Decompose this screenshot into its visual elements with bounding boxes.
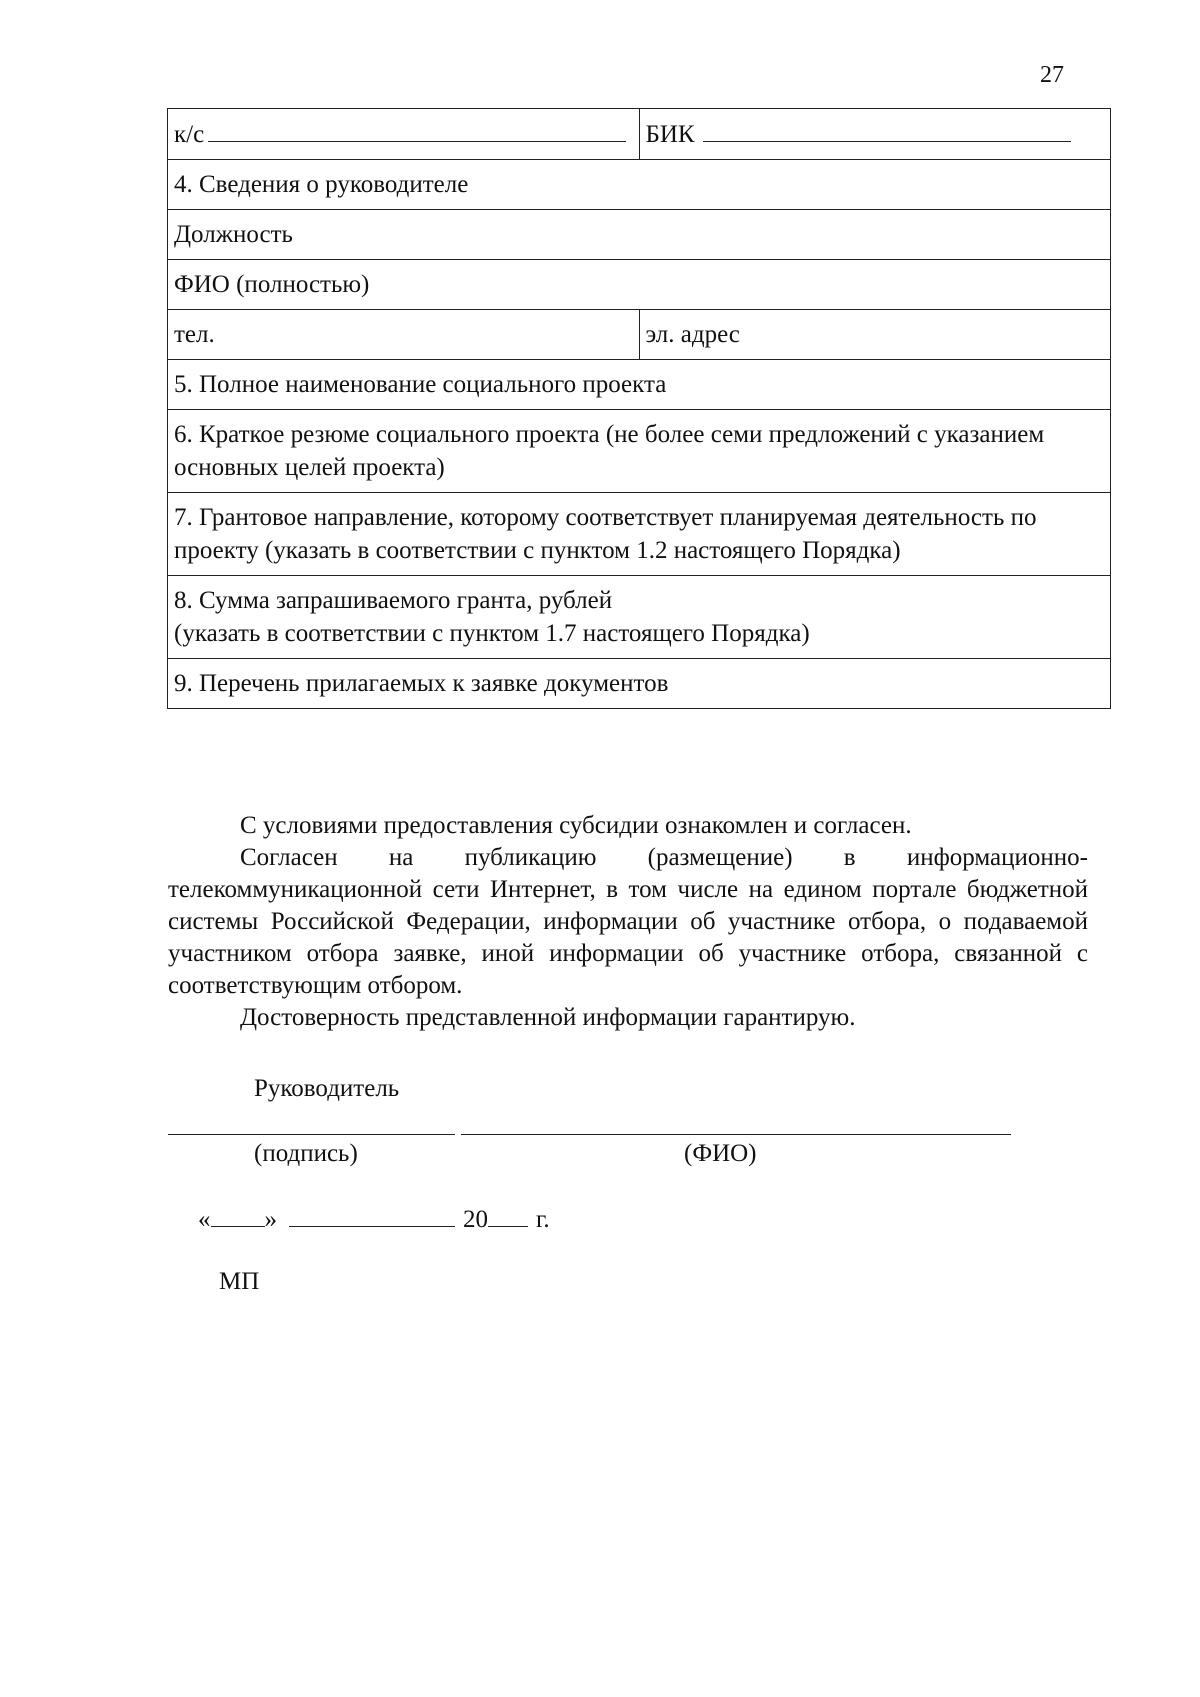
fio-line [461,1134,1011,1135]
signature-caption: (подпись) [254,1140,358,1167]
position-row [168,210,1111,260]
fio-caption: (ФИО) [684,1140,757,1167]
fio-row [168,260,1111,310]
section8-note: (указать в соответствии с пунктом 1.7 настоящего Порядка) [174,620,810,647]
bik-blank [703,117,1071,142]
application-form-table [167,108,1111,709]
fio-full-label: ФИО (полностью) [168,260,1111,310]
year-prefix: 20 [463,1206,488,1233]
section9-title: 9. Перечень прилагаемых к заявке документов [168,659,1111,709]
year-blank [488,1204,528,1227]
email-label: эл. адрес [639,310,1111,360]
stamp-label: МП [219,1268,260,1295]
section8-cell [168,576,1111,659]
day-blank [211,1204,265,1227]
position-label: Должность [168,210,1111,260]
section4-title: 4. Сведения о руководителе [168,160,1111,210]
contacts-row [168,310,1111,360]
consent-block [168,810,1088,1034]
section6-row [168,410,1111,493]
section5-title: 5. Полное наименование социального проекта [168,360,1111,410]
signature-line [168,1134,455,1135]
phone-label: тел. [168,310,640,360]
bank-details-row [168,109,1111,160]
section7-title: 7. Грантовое направление, которому соответствует планируемая деятельность по проекту (указать в соответствии с пунктом 1.2 настоящего Порядка) [168,493,1111,576]
date-close-quote: » [264,1206,277,1233]
month-blank [289,1204,455,1227]
date-row [198,1204,550,1234]
consent-paragraph-1: С условиями предоставления субсидии ознакомлен и согласен. [240,812,912,839]
consent-paragraph-2: Согласен на публикацию (размещение) в информационно-телекоммуникационной сети Интернет, в том числе на едином портале бюджетной системы Российской Федерации, информации об участнике отбора, о подаваемой участником отбора заявке, иной информации об участнике отбора, связанной с соответствующим отбором. [168,844,1088,999]
bik-label: БИК [645,121,695,148]
year-suffix: г. [536,1206,550,1233]
section6-title: 6. Краткое резюме социального проекта (не более семи предложений с указанием основных целей проекта) [168,410,1111,493]
section4-row [168,160,1111,210]
section9-row [168,659,1111,709]
ks-label: к/с [174,121,205,148]
consent-paragraph-3: Достоверность представленной информации гарантирую. [240,1004,856,1031]
ks-cell [168,109,640,160]
page-number: 27 [1040,62,1064,88]
section8-row [168,576,1111,659]
section5-row [168,360,1111,410]
bik-cell [639,109,1111,160]
ks-blank [208,117,626,142]
section7-row [168,493,1111,576]
section8-title: 8. Сумма запрашиваемого гранта, рублей [174,587,613,614]
signature-head: Руководитель [254,1075,400,1102]
date-open-quote: « [198,1206,211,1233]
